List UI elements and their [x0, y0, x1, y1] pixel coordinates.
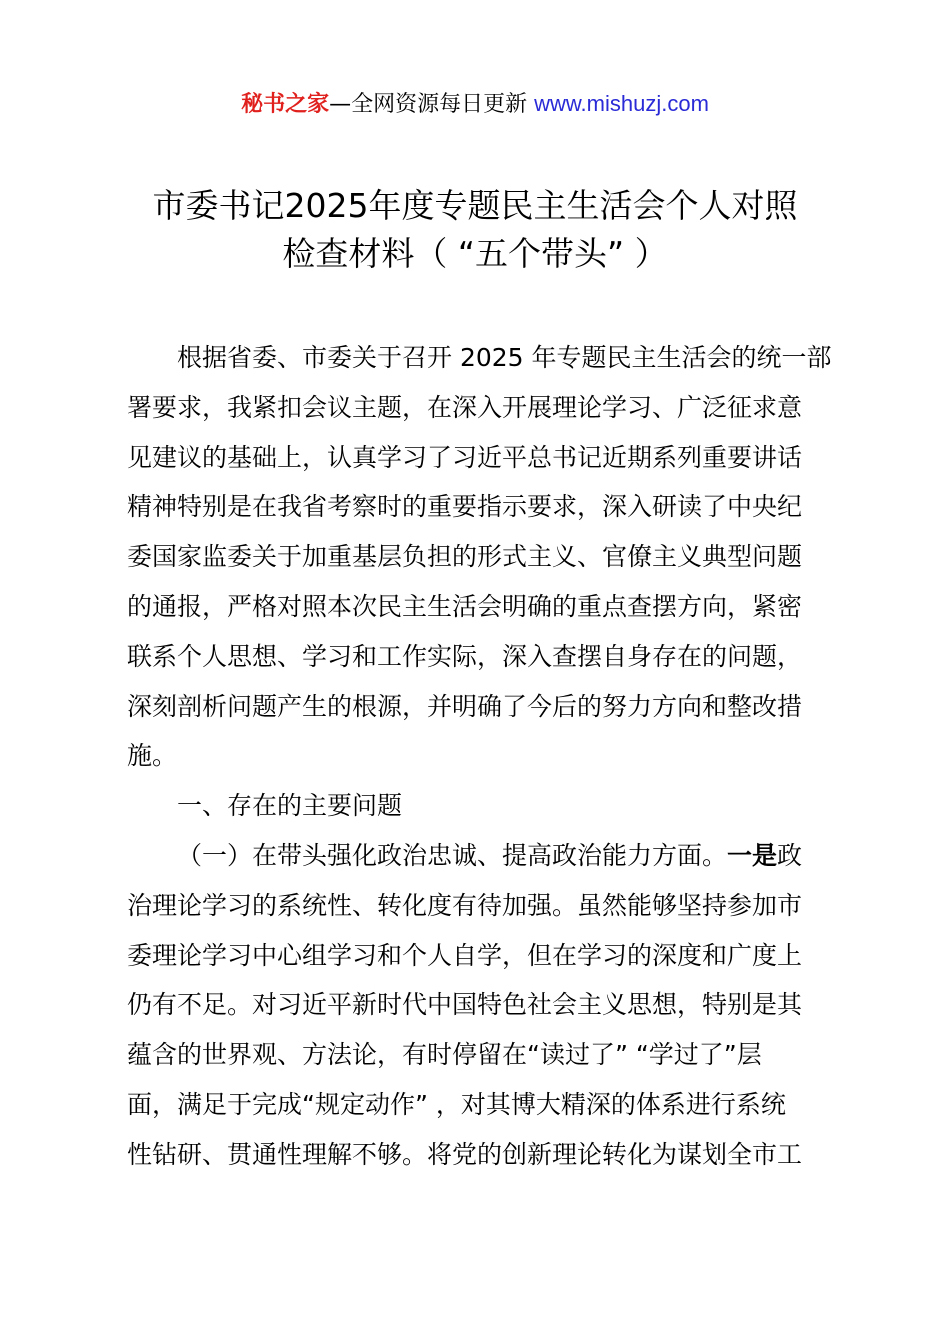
- body-line: 仍有不足。对习近平新时代中国特色社会主义思想，特别是其: [127, 990, 803, 1020]
- site-url-link[interactable]: www.mishuzj.com: [534, 91, 709, 116]
- body-line: 联系个人思想、学习和工作实际，深入查摆自身存在的问题，: [127, 641, 803, 671]
- body-line: 蕴含的世界观、方法论，有时停留在“读过了” “学过了”层: [127, 1040, 762, 1070]
- title-line-2: 检查材料（ “五个带头” ）: [282, 234, 668, 273]
- body-line: 见建议的基础上，认真学习了习近平总书记近期系列重要讲话: [127, 442, 803, 472]
- body-line: 精神特别是在我省考察时的重要指示要求，深入研读了中央纪: [127, 492, 803, 522]
- body-line: 署要求，我紧扣会议主题，在深入开展理论学习、广泛征求意: [127, 392, 803, 422]
- brand-name: 秘书之家: [241, 92, 330, 117]
- body-line: 施。: [127, 741, 178, 771]
- document-body: [127, 333, 833, 1180]
- document-title: [100, 182, 850, 278]
- site-header: [0, 88, 950, 121]
- body-line: 面，满足于完成“规定动作” ，对其博大精深的体系进行系统: [127, 1089, 786, 1119]
- body-line: 委国家监委关于加重基层负担的形式主义、官僚主义典型问题: [127, 542, 803, 572]
- section-heading: 一、存在的主要问题: [177, 791, 403, 821]
- body-line: 的通报，严格对照本次民主生活会明确的重点查摆方向，紧密: [127, 591, 803, 621]
- body-line: 治理论学习的系统性、转化度有待加强。虽然能够坚持参加市: [127, 890, 803, 920]
- title-line-1: 市委书记2025年度专题民主生活会个人对照: [152, 186, 798, 225]
- body-line: 深刻剖析问题产生的根源，并明确了今后的努力方向和整改措: [127, 691, 803, 721]
- sub-heading-text: （一）在带头强化政治忠诚、提高政治能力方面。: [177, 840, 728, 870]
- header-slogan: —全网资源每日更新: [329, 92, 535, 117]
- body-line: 委理论学习中心组学习和个人自学，但在学习的深度和广度上: [127, 940, 803, 970]
- sub-heading: [127, 831, 833, 881]
- sub-heading-tail: 政: [777, 840, 803, 870]
- body-line: 性钻研、贯通性理解不够。将党的创新理论转化为谋划全市工: [127, 1139, 803, 1169]
- body-line: 根据省委、市委关于召开 2025 年专题民主生活会的统一部: [177, 343, 832, 372]
- sub-heading-bold: 一是: [727, 840, 778, 870]
